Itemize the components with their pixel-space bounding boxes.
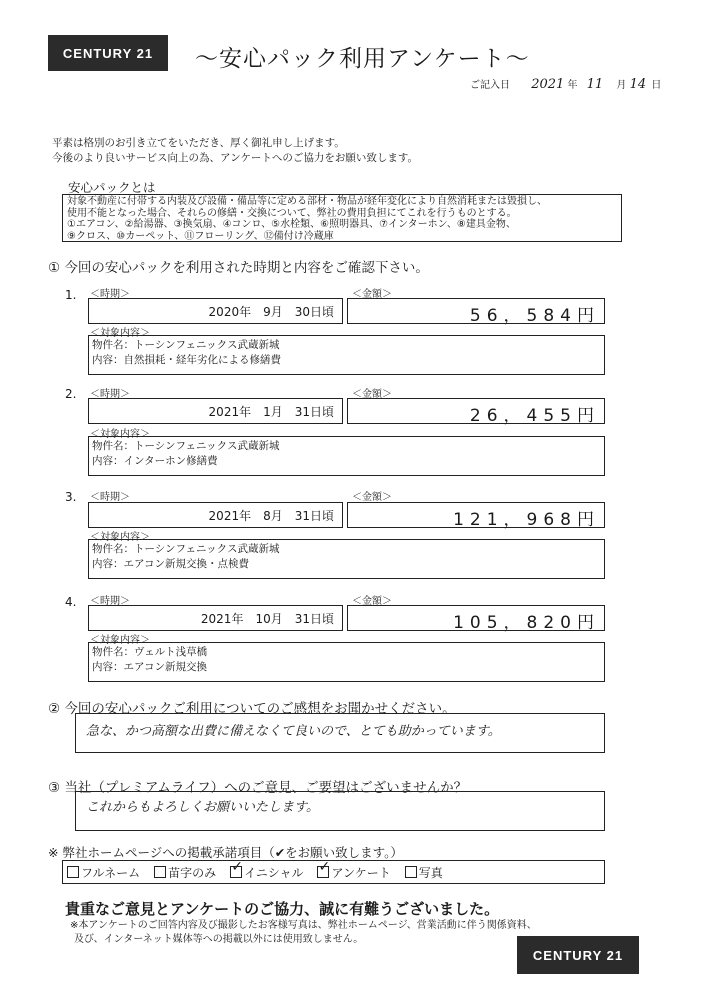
q3-handwritten-answer: これからもよろしくお願いいたします。 xyxy=(86,800,319,815)
amount-field: 105，820円 xyxy=(347,605,605,631)
q3-heading: ③ 当社（プレミアムライフ）へのご意見、ご要望はございませんか？ xyxy=(48,780,468,796)
century21-logo-bottom: CENTURY 21 xyxy=(517,936,639,974)
option-label: 苗字のみ xyxy=(168,865,217,880)
anshin-line: 使用不能となった場合、それらの修繕・交換について、弊社の費用負担にてこれを行うものとする。 xyxy=(67,207,517,219)
privacy-note-line: ※本アンケートのご回答内容及び撮影したお客様写真は、弊社ホームページ、営業活動に伴う関係資料、 xyxy=(70,920,537,931)
entry-number: 1. xyxy=(65,288,77,302)
property-name: 物件名：ヴェルト浅草橋 xyxy=(92,646,208,658)
checkbox-checked[interactable] xyxy=(230,858,243,878)
check-mark-icon: ✓ xyxy=(231,858,243,875)
entry-number: 4. xyxy=(65,595,77,609)
amount-label: ＜金額＞ xyxy=(352,492,392,503)
page-title: ～安心パック利用アンケート～ xyxy=(195,46,530,72)
period-label: ＜時期＞ xyxy=(90,389,130,400)
consent-option-photo[interactable] xyxy=(405,864,443,881)
consent-option-surname[interactable] xyxy=(154,864,216,881)
target-content-box xyxy=(88,642,605,682)
intro-line: 今後のより良いサービス向上の為、アンケートへのご協力をお願い致します。 xyxy=(52,152,419,164)
intro-text xyxy=(52,136,418,166)
target-label: ＜対象内容＞ xyxy=(90,429,150,440)
anshin-definition-box xyxy=(62,194,622,242)
amount-field: 121，968円 xyxy=(347,502,605,528)
amount-label: ＜金額＞ xyxy=(352,289,392,300)
target-label: ＜対象内容＞ xyxy=(90,328,150,339)
period-field: 2021年 8月 31日頃 xyxy=(88,502,343,528)
repair-content: 内容：自然損耗・経年劣化による修繕費 xyxy=(92,354,281,366)
repair-content: 内容：インターホン修繕費 xyxy=(92,455,218,467)
option-label: アンケート xyxy=(331,865,391,880)
q2-answer-box xyxy=(75,713,605,753)
check-mark-icon: ✓ xyxy=(318,858,331,875)
q2-handwritten-answer: 急な、かつ高額な出費に備えなくて良いので、とても助かっています。 xyxy=(86,724,501,739)
period-label: ＜時期＞ xyxy=(90,492,130,503)
date-year: 2021 xyxy=(531,77,565,92)
amount-field: 26，455円 xyxy=(347,398,605,424)
property-name: 物件名：トーシンフェニックス武蔵新城 xyxy=(92,440,280,452)
property-name: 物件名：トーシンフェニックス武蔵新城 xyxy=(92,339,280,351)
anshin-heading: 安心パックとは xyxy=(68,180,156,195)
consent-option-questionnaire[interactable] xyxy=(317,858,391,881)
q3-answer-box xyxy=(75,791,605,831)
date-day-unit: 日 xyxy=(651,80,662,91)
option-label: イニシャル xyxy=(244,865,304,880)
privacy-note-line: 及び、インターネット媒体等への掲載以外には使用致しません。 xyxy=(74,934,364,945)
period-field: 2021年 10月 31日頃 xyxy=(88,605,343,631)
date-month: 11 xyxy=(586,77,604,92)
anshin-line: ①エアコン、②給湯器、③換気扇、④コンロ、⑤水栓類、⑥照明器具、⑦インターホン、⑧建具金物、 xyxy=(67,219,516,230)
option-label: 写真 xyxy=(418,865,443,880)
period-field: 2021年 1月 31日頃 xyxy=(88,398,343,424)
property-name: 物件名：トーシンフェニックス武蔵新城 xyxy=(92,543,280,555)
consent-heading: ※ 弊社ホームページへの掲載承諾項目（✔をお願い致します。） xyxy=(48,845,403,860)
date-day: 14 xyxy=(629,77,647,92)
option-label: フルネーム xyxy=(81,865,141,880)
entry-number: 3. xyxy=(65,490,77,504)
entry-number: 2. xyxy=(65,387,77,401)
q1-heading: ① 今回の安心パックを利用された時期と内容をご確認下さい。 xyxy=(48,260,429,276)
q2-heading: ② 今回の安心パックご利用についてのご感想をお聞かせください。 xyxy=(48,701,456,717)
checkbox[interactable] xyxy=(67,866,79,878)
consent-option-fullname[interactable] xyxy=(67,864,140,881)
date-line xyxy=(470,76,661,92)
date-year-unit: 年 xyxy=(567,80,578,91)
checkbox[interactable] xyxy=(154,866,166,878)
checkbox[interactable] xyxy=(405,866,417,878)
date-label: ご記入日 xyxy=(470,80,510,91)
target-label: ＜対象内容＞ xyxy=(90,532,150,543)
anshin-line: 対象不動産に付帯する内装及び設備・備品等に定める部材・物品が経年変化により自然消耗または毀損し、 xyxy=(67,196,547,207)
target-content-box xyxy=(88,539,605,579)
repair-content: 内容：エアコン新規交換 xyxy=(92,661,207,673)
repair-content: 内容：エアコン新規交換・点検費 xyxy=(92,558,249,570)
period-label: ＜時期＞ xyxy=(90,596,130,607)
century21-logo-top: CENTURY 21 xyxy=(48,35,168,71)
anshin-line: ⑨クロス、⑩カーペット、⑪フローリング、⑫備付け冷蔵庫 xyxy=(67,230,334,242)
consent-option-initial[interactable] xyxy=(230,858,304,881)
period-label: ＜時期＞ xyxy=(90,289,130,300)
target-content-box xyxy=(88,436,605,476)
intro-line: 平素は格別のお引き立てをいただき、厚く御礼申し上げます。 xyxy=(52,137,345,149)
amount-label: ＜金額＞ xyxy=(352,389,392,400)
amount-label: ＜金額＞ xyxy=(352,596,392,607)
thanks-message: 貴重なご意見とアンケートのご協力、誠に有難うございました。 xyxy=(65,900,500,918)
checkbox-checked[interactable] xyxy=(317,858,331,878)
target-label: ＜対象内容＞ xyxy=(90,635,150,646)
consent-options-box xyxy=(62,860,605,884)
date-month-unit: 月 xyxy=(616,80,627,91)
period-field: 2020年 9月 30日頃 xyxy=(88,298,343,324)
target-content-box xyxy=(88,335,605,375)
privacy-note xyxy=(70,919,537,947)
amount-field: 56，584円 xyxy=(347,298,605,324)
